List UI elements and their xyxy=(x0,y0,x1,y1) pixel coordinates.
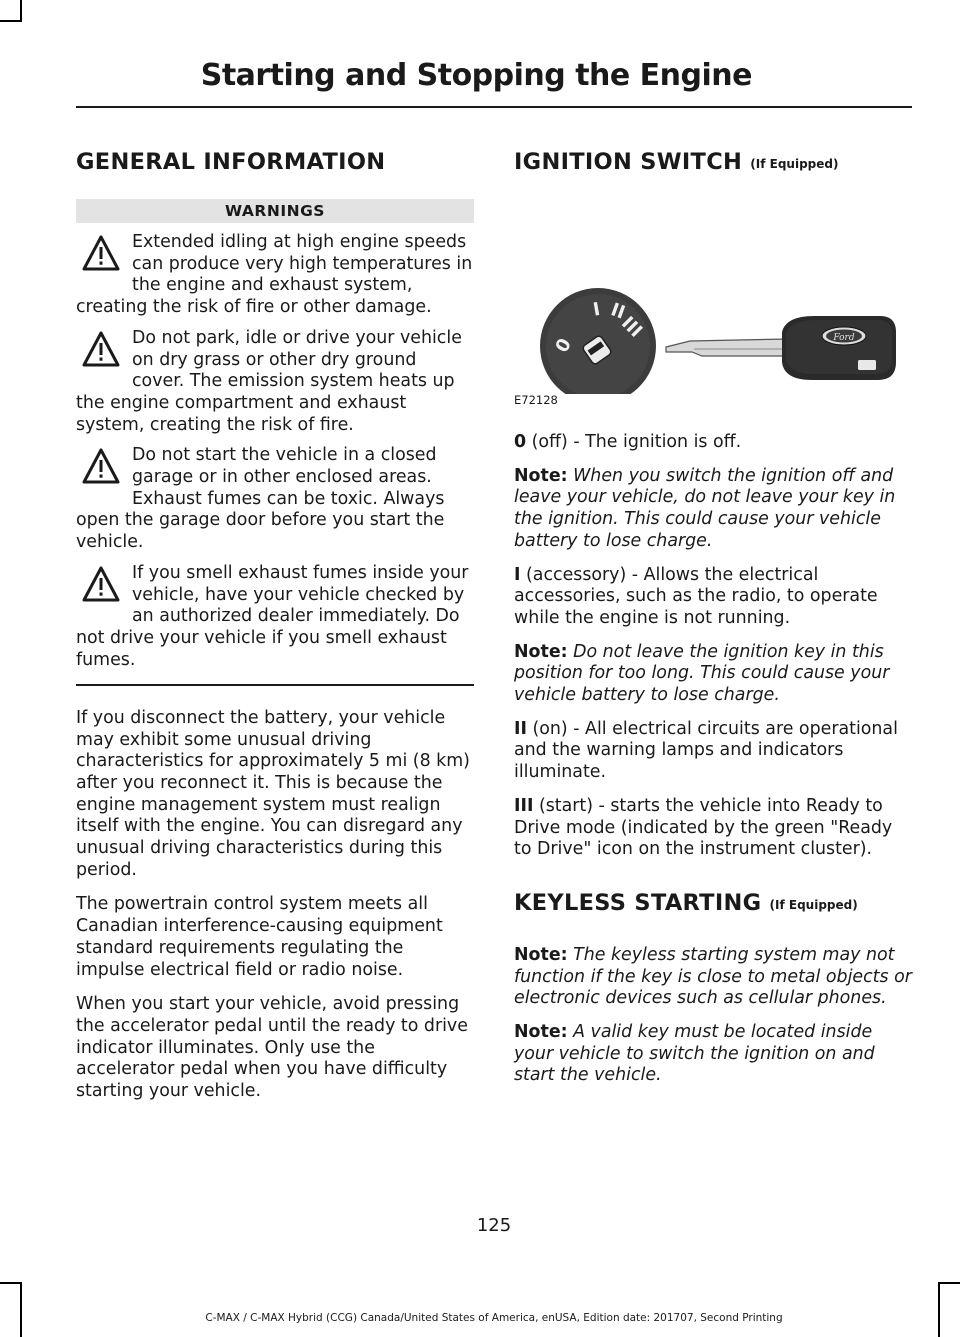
warning-item xyxy=(76,445,474,554)
position-description: (start) - starts the vehicle into Ready to Drive mode (indicated by the green "Ready to Drive" icon on the instrument cluster). xyxy=(514,795,893,860)
page-header-title: Starting and Stopping the Engine xyxy=(200,58,752,93)
note-text: A valid key must be located inside your vehicle to switch the ignition on and start the vehicle. xyxy=(514,1022,875,1086)
ignition-position-on xyxy=(514,719,912,784)
position-label-bold: III xyxy=(514,795,534,816)
ignition-figure-graphic xyxy=(514,204,912,394)
left-column xyxy=(76,140,474,1103)
figure-code: E72128 xyxy=(514,393,558,407)
note-label: Note: xyxy=(514,944,568,965)
ignition-switch-heading xyxy=(514,140,912,184)
key-release-button xyxy=(858,360,876,370)
note-text: Do not leave the ignition key in this position for too long. This could cause your vehicle battery to lose charge. xyxy=(514,641,890,706)
ignition-qualifier: (If Equipped) xyxy=(750,157,839,171)
crop-mark-bottom-left xyxy=(20,1282,22,1337)
warnings-end-rule xyxy=(76,684,474,686)
warning-item xyxy=(76,232,474,319)
note-text: The keyless starting system may not function if the key is close to metal objects or electronic devices such as cellular phones. xyxy=(514,944,912,1009)
note-text: When you switch the ignition off and leave your vehicle, do not leave your key in the ignition. This could cause your vehicle battery to lose charge. xyxy=(514,465,896,551)
ignition-key-figure xyxy=(514,204,912,407)
note-paragraph xyxy=(514,1022,912,1087)
warning-text: If you smell exhaust fumes inside your vehicle, have your vehicle checked by an authorized dealer immediately. Do not drive your vehicle if you smell exhaust fumes. xyxy=(76,562,469,670)
ignition-heading-text: IGNITION SWITCH xyxy=(514,149,743,175)
ignition-position-start xyxy=(514,796,912,861)
page-number: 125 xyxy=(476,1215,512,1236)
position-description: (accessory) - Allows the electrical accessories, such as the radio, to operate while the engine is not running. xyxy=(514,564,878,628)
position-description: (off) - The ignition is off. xyxy=(526,432,742,452)
warning-triangle-icon xyxy=(76,234,124,274)
position-description: (on) - All electrical circuits are operational and the warning lamps and indicators illuminate. xyxy=(514,718,898,783)
crop-mark-bottom-left-h xyxy=(0,1282,22,1284)
note-paragraph xyxy=(514,642,912,707)
note-label: Note: xyxy=(514,641,568,662)
position-label: III xyxy=(617,312,647,342)
note-paragraph xyxy=(514,945,912,1010)
ford-logo-text: Ford xyxy=(833,333,855,343)
position-label: II xyxy=(608,299,628,324)
warning-triangle-icon xyxy=(76,330,124,370)
position-label-bold: II xyxy=(514,718,527,739)
keyless-qualifier: (If Equipped) xyxy=(769,897,858,912)
note-label: Note: xyxy=(514,1022,568,1043)
warning-text: Extended idling at high engine speeds can produce very high temperatures in the engine and exhaust system, creating the risk of fire or other damage. xyxy=(76,232,473,318)
body-paragraph: If you disconnect the battery, your vehicle may exhibit some unusual driving characteristics for approximately 5 mi (8 km) after you reconnect it. This is because the engine management system must realign itself with the engine. You can disregard any unusual driving characteristics during this period. xyxy=(76,707,470,880)
position-label-bold: 0 xyxy=(514,432,527,452)
key-blade xyxy=(666,339,786,356)
position-label-bold: I xyxy=(514,564,521,585)
warning-triangle-icon xyxy=(76,447,124,487)
body-paragraph: When you start your vehicle, avoid pressing the accelerator pedal until the ready to drive indicator illuminates. Only use the accelerator pedal when you have difficulty starting your vehicle. xyxy=(76,994,468,1102)
keyless-heading-text: KEYLESS STARTING xyxy=(514,889,762,916)
note-paragraph xyxy=(514,466,912,553)
ignition-position-accessory xyxy=(514,565,912,630)
general-information-heading: GENERAL INFORMATION xyxy=(76,149,386,175)
crop-mark-bottom-right xyxy=(938,1282,940,1337)
warning-item xyxy=(76,328,474,437)
body-paragraph: The powertrain control system meets all Canadian interference-causing equipment standard requirements regulating the impulse electrical field or radio noise. xyxy=(76,894,443,980)
header-rule xyxy=(76,106,912,108)
ignition-position-off xyxy=(514,432,912,454)
warnings-label: WARNINGS xyxy=(76,199,474,223)
warning-triangle-icon xyxy=(76,565,124,605)
right-column xyxy=(514,140,912,1087)
crop-mark-top-left xyxy=(20,0,22,22)
warning-item xyxy=(76,563,474,672)
warning-text: Do not start the vehicle in a closed garage or in other enclosed areas. Exhaust fumes can be toxic. Always open the garage door before you start the vehicle. xyxy=(76,445,445,553)
position-label: 0 xyxy=(551,334,576,357)
position-label: I xyxy=(591,298,602,321)
crop-mark-bottom-right-h xyxy=(938,1282,960,1284)
crop-mark-top-left-h xyxy=(0,20,22,22)
keyless-starting-heading xyxy=(514,883,912,923)
footer-edition-info: C-MAX / C-MAX Hybrid (CCG) Canada/United States of America, enUSA, Edition date: 201707, Second Printing xyxy=(205,1312,783,1324)
warning-text: Do not park, idle or drive your vehicle on dry grass or other dry ground cover. The emission system heats up the engine compartment and exhaust system, creating the risk of fire. xyxy=(76,327,462,435)
note-label: Note: xyxy=(514,465,568,486)
